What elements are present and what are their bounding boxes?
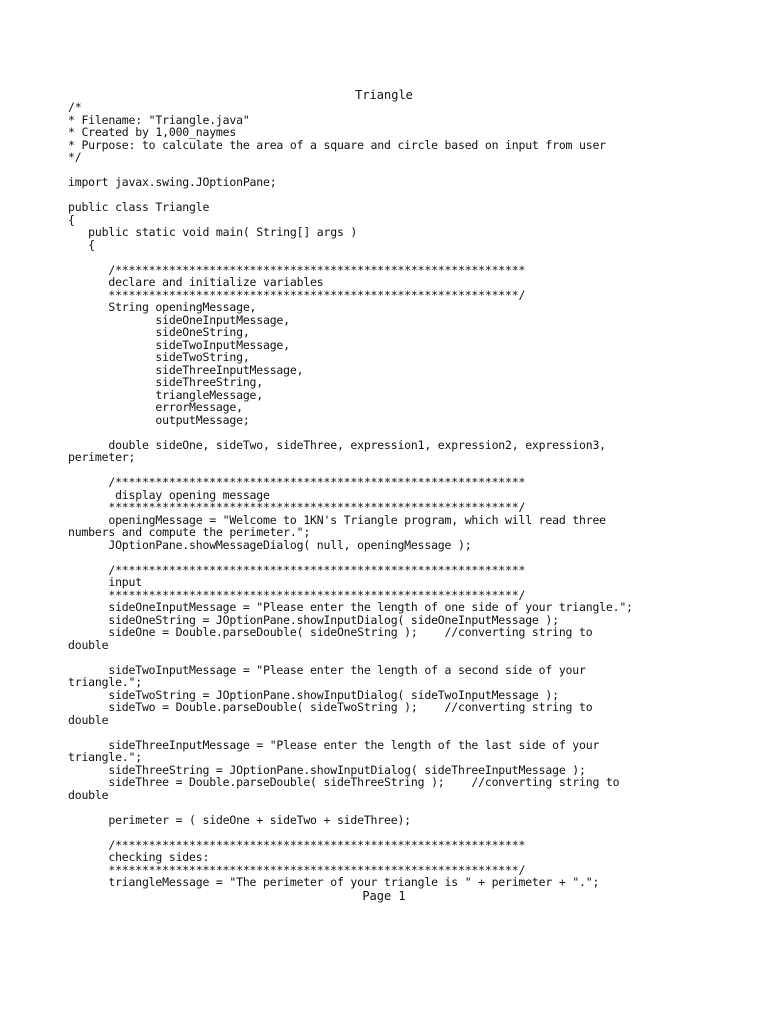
code-line: numbers and compute the perimeter."; xyxy=(68,525,311,539)
code-line xyxy=(68,826,633,839)
code-line: triangle."; xyxy=(68,750,142,764)
code-line: *************************************************************/ xyxy=(68,500,526,514)
code-line: sideOneInputMessage, xyxy=(68,312,290,327)
code-line: */ xyxy=(68,150,82,164)
code-line: triangleMessage, xyxy=(68,387,263,402)
code-line: /* xyxy=(68,100,82,114)
code-line: sideTwoString, xyxy=(68,350,250,364)
code-line xyxy=(68,251,633,264)
code-line: /************************************************************* xyxy=(68,475,526,489)
code-line: double xyxy=(68,787,109,802)
document-title: Triangle xyxy=(355,88,413,102)
page-number: Page 1 xyxy=(362,889,406,903)
code-line: double xyxy=(68,637,109,652)
code-line: public static void main( String[] args ) xyxy=(68,225,358,239)
code-line: sideThreeInputMessage = "Please enter the length of the last side of your xyxy=(68,737,600,752)
code-line: public class Triangle xyxy=(68,200,210,214)
code-line: { xyxy=(68,212,75,227)
code-line: sideThreeString, xyxy=(68,375,263,389)
code-line xyxy=(68,551,633,564)
code-line xyxy=(68,801,633,814)
code-line: sideTwoInputMessage, xyxy=(68,337,290,352)
code-line: triangle."; xyxy=(68,675,142,689)
code-line: double xyxy=(68,712,109,727)
code-line: *************************************************************/ xyxy=(68,287,526,302)
code-line: sideThreeString = JOptionPane.showInputDialog( sideThreeInputMessage ); xyxy=(68,762,586,777)
code-line: * Created by 1,000_naymes xyxy=(68,125,237,139)
code-line: JOptionPane.showMessageDialog( null, openingMessage ); xyxy=(68,537,472,552)
code-line: sideTwoInputMessage = "Please enter the length of a second side of your xyxy=(68,662,586,677)
code-line: double sideOne, sideTwo, sideThree, expression1, expression2, expression3, xyxy=(68,437,606,452)
code-line: /************************************************************* xyxy=(68,837,526,852)
code-line: perimeter = ( sideOne + sideTwo + sideThree); xyxy=(68,812,411,827)
code-line: sideOneString = JOptionPane.showInputDialog( sideOneInputMessage ); xyxy=(68,612,559,627)
code-line: sideTwo = Double.parseDouble( sideTwoString ); //converting string to xyxy=(68,700,593,714)
code-line: sideThree = Double.parseDouble( sideThreeString ); //converting string to xyxy=(68,775,620,789)
code-line: sideTwoString = JOptionPane.showInputDialog( sideTwoInputMessage ); xyxy=(68,687,559,702)
code-line: outputMessage; xyxy=(68,412,250,427)
code-line: declare and initialize variables xyxy=(68,275,324,289)
code-line: openingMessage = "Welcome to 1KN's Triangle program, which will read three xyxy=(68,512,606,527)
code-line: *************************************************************/ xyxy=(68,587,526,602)
code-line xyxy=(68,651,633,664)
code-line: sideOneString, xyxy=(68,325,250,339)
code-line: checking sides: xyxy=(68,850,210,864)
code-line: triangleMessage = "The perimeter of your triangle is " + perimeter + "."; xyxy=(68,875,600,889)
code-listing xyxy=(68,101,633,889)
code-line: input xyxy=(68,575,142,589)
code-line: /************************************************************* xyxy=(68,562,526,577)
code-line: *************************************************************/ xyxy=(68,862,526,877)
code-line xyxy=(68,726,633,739)
code-line: errorMessage, xyxy=(68,400,243,414)
code-line: sideThreeInputMessage, xyxy=(68,362,304,377)
code-line xyxy=(68,426,633,439)
code-line: * Purpose: to calculate the area of a square and circle based on input from user xyxy=(68,137,606,152)
code-line: * Filename: "Triangle.java" xyxy=(68,112,250,127)
code-line: /************************************************************* xyxy=(68,262,526,277)
code-line: sideOneInputMessage = "Please enter the length of one side of your triangle."; xyxy=(68,600,633,614)
code-line: { xyxy=(68,237,95,252)
code-line: sideOne = Double.parseDouble( sideOneString ); //converting string to xyxy=(68,625,593,639)
code-line: String openingMessage, xyxy=(68,300,257,314)
code-line: import javax.swing.JOptionPane; xyxy=(68,175,277,189)
code-line: perimeter; xyxy=(68,450,136,464)
code-line: display opening message xyxy=(68,487,270,502)
